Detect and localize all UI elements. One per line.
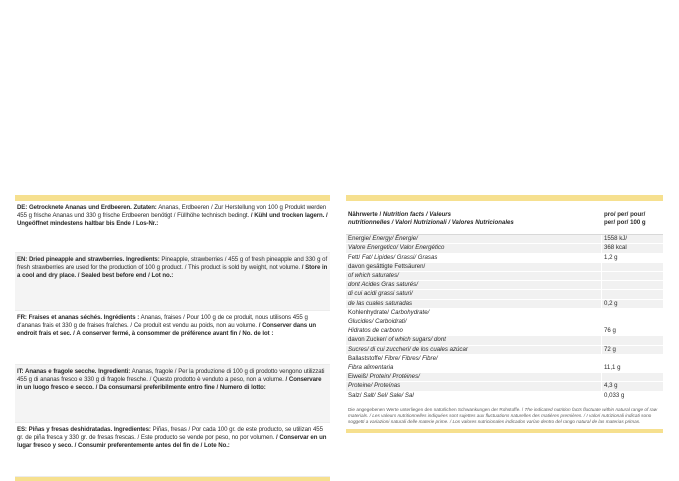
nutrition-label-italic: de las cuales saturadas [348, 299, 413, 307]
nutrition-row [346, 345, 663, 354]
nutrition-row [346, 391, 663, 400]
nutrition-table [346, 235, 663, 401]
nutrition-row [346, 299, 663, 308]
nutrition-row-label [346, 281, 602, 290]
ingredients-it-title: IT: Ananas e fragole secche. Ingredienti: [17, 368, 131, 375]
nutrition-row-label [346, 244, 602, 253]
nutrition-row-value [602, 262, 664, 271]
ingredients-it-storage: / Conservare in un luogo fresco e secco. / Da consumarsi preferibilmente entro fine / Numero di lotto: [17, 376, 322, 392]
footnote-italic: The indicated nutrition facts fluctuate within natural range of raw materials. / Les valeurs nutritionnelles indiquées sont sujettes aux fluctuations naturelles des matières premières. / I valori nutrizionali indicati sono soggetti a variazioni naturali delle materie prime. / Los valores nutricionales indicados varían dentro del rango natural de las materias primas. [348, 406, 658, 424]
nutrition-label-italic: Fibra alimentaria [348, 364, 394, 372]
nutrition-row-value: 76 g [602, 327, 664, 336]
nutrition-row-label [346, 253, 602, 262]
ingredients-en-title: EN: Dried pineapple and strawberries. Ingredients: [17, 256, 160, 263]
nutrition-label-italic: Glucides/ Carboidrati/ [348, 318, 407, 326]
nutrition-row-label [346, 290, 602, 299]
nutrition-label-italic: Proteine/ Proteínas [348, 382, 401, 390]
nutrition-row-label [346, 345, 602, 354]
nutrition-row-value [602, 281, 664, 290]
nutrition-label-italic: Fat/ Lipides/ Grassi/ Grasas [361, 253, 438, 261]
nutrition-label-italic: Hidratos de carbono [348, 327, 403, 335]
nutrition-row [346, 318, 663, 327]
nutrition-row-value: 11,1 g [602, 364, 664, 373]
nutrition-label-italic: Energy/ Énergie/ [372, 235, 418, 243]
nutrition-row-value: 0,033 g [602, 391, 664, 400]
nutrition-header-value-2: per/ por/ 100 g [604, 218, 646, 226]
nutrition-row-label [346, 391, 602, 400]
nutrition-panel [346, 195, 663, 433]
nutrition-row-label [346, 336, 602, 345]
nutrition-row [346, 364, 663, 373]
nutrition-row [346, 281, 663, 290]
ingredients-en-storage: / Store in a cool and dry place. / Sealed best before end / Lot no.: [17, 264, 328, 280]
nutrition-row-label [346, 382, 602, 391]
nutrition-label-italic: Carbohydrate/ [390, 308, 430, 316]
nutrition-label-italic: dont Acides Gras saturés/ [348, 281, 418, 289]
nutrition-label-plain: davon Zucker/ [348, 336, 389, 344]
nutrition-row-label [346, 373, 602, 382]
nutrition-header-value [604, 211, 661, 226]
nutrition-row [346, 373, 663, 382]
nutrition-row [346, 327, 663, 336]
nutrition-row-value [602, 318, 664, 327]
ingredients-de-title: DE: Getrocknete Ananas und Erdbeeren. Zutaten: [17, 204, 157, 211]
nutrition-row-label [346, 327, 602, 336]
nutrition-row-value: 72 g [602, 345, 664, 354]
nutrition-label-plain: davon gesättigte Fettsäuren/ [348, 262, 426, 270]
ingredients-en-body: Pineapple, strawberries / 455 g of fresh pineapple and 330 g of fresh strawberries are used for the production of 100 g product. / This product is sold by weight, not volume. [17, 256, 328, 272]
ingredients-it [15, 365, 330, 423]
nutrition-row-value: 0,2 g [602, 299, 664, 308]
nutrition-label-plain: Fett/ [348, 253, 362, 261]
nutrition-row-value [602, 308, 664, 317]
nutrition-row-label [346, 235, 602, 244]
nutrition-row-label [346, 308, 602, 317]
nutrition-label-italic: di cui acidi grassi saturi/ [348, 290, 413, 298]
nutrition-header-value-1: pro/ per/ pour/ [604, 211, 646, 218]
ingredients-es [15, 423, 330, 477]
nutrition-label-italic: Salt/ Sel/ Sale/ Sal [363, 391, 414, 399]
nutrition-row [346, 354, 663, 363]
ingredients-fr-body: Ananas, fraises / Pour 100 g de ce produit, nous utilisons 455 g d'ananas frais et 330 g de fraises fraîches. / Ce produit est vendu au poids, non au volume. [17, 314, 308, 330]
nutrition-row-value: 1558 kJ/ [602, 235, 664, 244]
nutrition-header-label [348, 211, 604, 226]
nutrition-row-label [346, 318, 602, 327]
nutrition-row-value [602, 336, 664, 345]
nutrition-row-label [346, 272, 602, 281]
nutrition-label-italic: Fibre/ Fibres/ Fibre/ [384, 354, 438, 362]
nutrition-row [346, 308, 663, 317]
nutrition-label-italic: of which sugars/ dont [388, 336, 446, 344]
nutrition-label-plain: Kohlenhydrate/ [348, 308, 391, 316]
ingredients-panel [15, 195, 330, 481]
ingredients-it-body: Ananas, fragole / Per la produzione di 100 g di prodotto vengono utilizzati 455 g di ananas fresco e 330 g di fragole fresche. / Questo prodotto è venduto a peso, non a volume. [17, 368, 325, 384]
accent-bar-bottom [346, 429, 663, 433]
nutrition-row-value [602, 354, 664, 363]
ingredients-de [15, 201, 330, 253]
ingredients-fr [15, 311, 330, 365]
nutrition-row-value: 1,2 g [602, 253, 664, 262]
ingredients-en [15, 253, 330, 311]
nutrition-row [346, 272, 663, 281]
ingredients-de-body: Ananas, Erdbeeren / Zur Herstellung von 100 g Produkt werden 455 g frische Ananas und 330 g frische Erdbeeren benötigt / Füllhöhe technisch bedingt. [17, 204, 327, 220]
ingredients-es-title: ES: Piñas y fresas deshidratadas. Ingredientes: [17, 426, 151, 433]
nutrition-row [346, 244, 663, 253]
nutrition-row [346, 262, 663, 271]
nutrition-label-plain: Salz/ [348, 391, 364, 399]
nutrition-row [346, 253, 663, 262]
nutrition-header-italic-2: nutritionnelles / Valori Nutrizionali / Valores Nutricionales [348, 218, 514, 226]
nutrition-header-italic-1: Nutrition facts / Valeurs [382, 211, 452, 218]
nutrition-label-italic: of which saturates/ [348, 272, 399, 279]
nutrition-header [346, 201, 663, 235]
accent-bar-bottom [15, 477, 330, 481]
nutrition-row-value [602, 272, 664, 281]
nutrition-footnote [346, 401, 663, 429]
nutrition-header-plain: Nährwerte / [348, 211, 383, 218]
nutrition-row [346, 382, 663, 391]
ingredients-fr-storage: / Conserver dans un endroit frais et sec. / A conserver fermé, à consommer de préférence avant fin / No. de lot : [17, 322, 317, 338]
footnote-plain: Die angegebenen Werte unterliegen den natürlichen Schwankungen der Rohstoffe. / [348, 406, 525, 412]
nutrition-row-value [602, 290, 664, 299]
nutrition-label-plain: Eiweiß/ [348, 373, 370, 381]
nutrition-row-value: 4,3 g [602, 382, 664, 391]
nutrition-row-value: 368 kcal [602, 244, 664, 253]
nutrition-row [346, 290, 663, 299]
ingredients-es-storage: / Conservar en un lugar fresco y seco. / Consumir preferentemente antes del fin de / Lote No.: [17, 434, 327, 450]
nutrition-row-label [346, 354, 602, 363]
nutrition-label-italic: Protein/ Protéines/ [369, 373, 420, 381]
nutrition-label-plain: Energie/ [348, 235, 373, 243]
ingredients-de-storage: / Kühl und trocken lagern. / Ungeöffnet mindestens haltbar bis Ende / Los-Nr.: [17, 212, 328, 228]
nutrition-row-value [602, 373, 664, 382]
nutrition-row-label [346, 299, 602, 308]
nutrition-row [346, 235, 663, 244]
ingredients-fr-title: FR: Fraises et ananas séchés. Ingrédients : [17, 314, 140, 321]
ingredients-es-body: Piñas, fresas / Por cada 100 gr. de este producto, se utilizan 455 gr. de piña fresca y 330 gr. de fresas frescas. / Este producto se vende por peso, no por volumen. [17, 426, 323, 442]
nutrition-row [346, 336, 663, 345]
nutrition-label-italic: Valore Energetico/ Valor Energético [348, 244, 445, 252]
nutrition-label-plain: Ballaststoffe/ [348, 354, 385, 362]
nutrition-label-italic: Sucres/ di cui zuccheri/ de los cuales azúcar [348, 345, 468, 353]
nutrition-row-label [346, 262, 602, 271]
nutrition-row-label [346, 364, 602, 373]
